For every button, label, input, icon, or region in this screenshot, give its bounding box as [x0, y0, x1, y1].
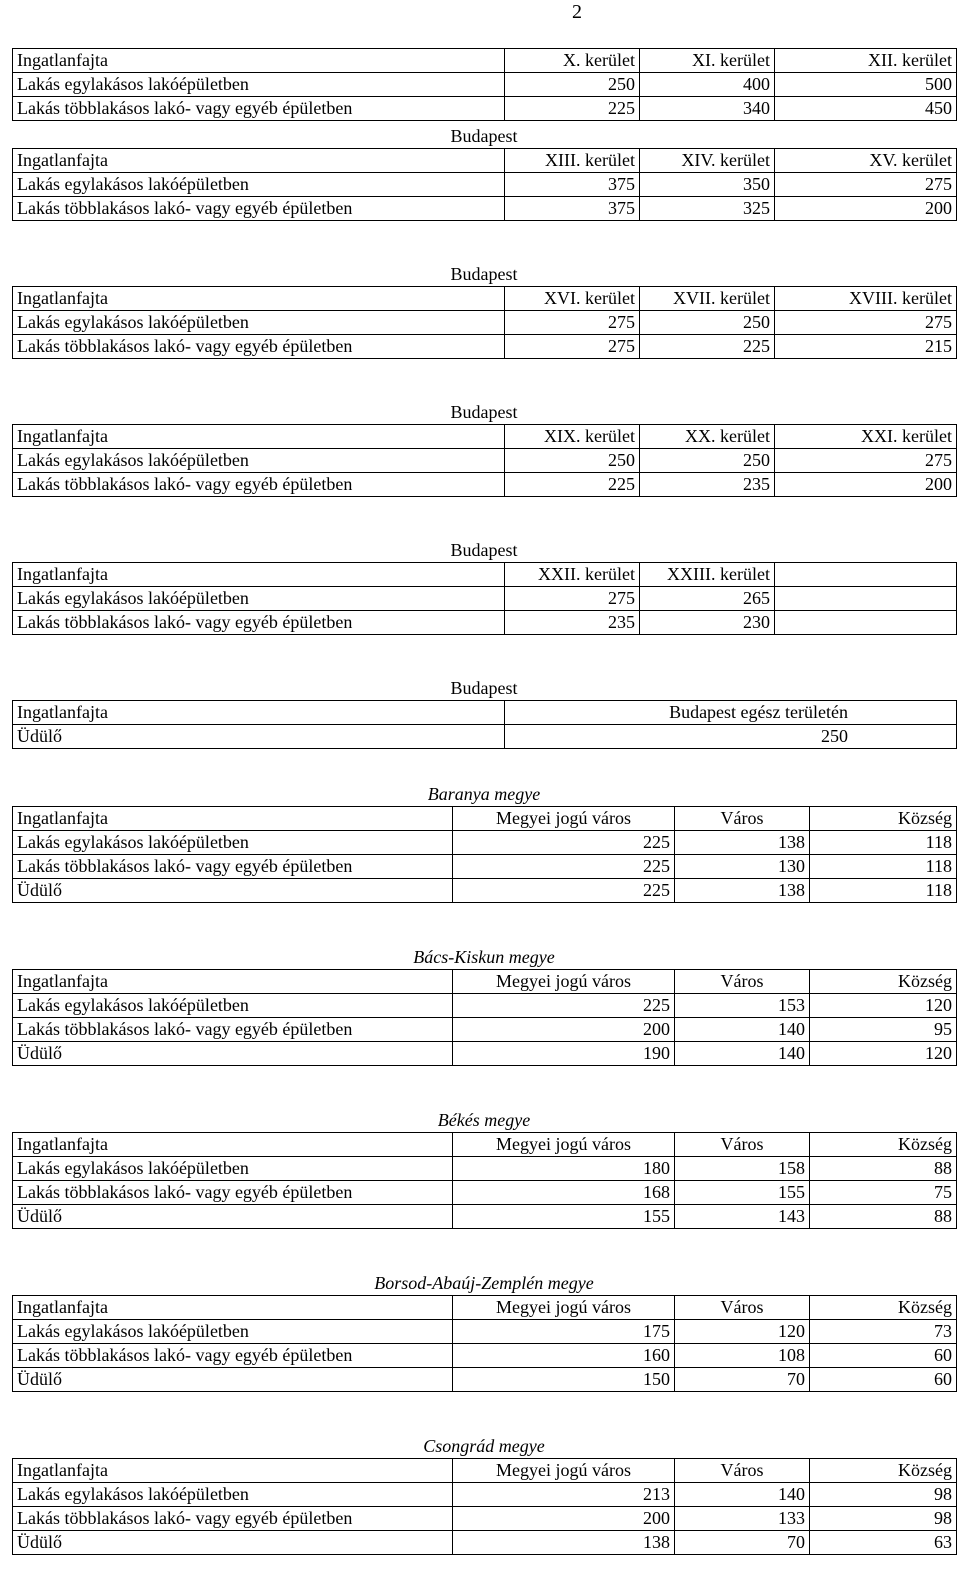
- table-row: [13, 1181, 957, 1205]
- value-cell: 88: [810, 1157, 957, 1181]
- value-cell: 225: [453, 994, 675, 1018]
- page-number: 2: [572, 1, 582, 23]
- value-cell: 275: [505, 587, 640, 611]
- value-cell: 98: [810, 1483, 957, 1507]
- value-cell: 88: [810, 1205, 957, 1229]
- value-cell: 150: [453, 1368, 675, 1392]
- header-cell: Megyei jogú város: [453, 1133, 675, 1157]
- section-caption: Csongrád megye: [423, 1436, 545, 1456]
- table-row: [13, 1157, 957, 1181]
- table-row: [13, 879, 957, 903]
- value-cell: 118: [810, 831, 957, 855]
- value-cell: 250: [505, 449, 640, 473]
- table-row: [13, 473, 957, 497]
- value-cell: 70: [675, 1368, 810, 1392]
- row-label-cell: Lakás egylakásos lakóépületben: [13, 73, 505, 97]
- header-cell: XIX. kerület: [505, 425, 640, 449]
- value-cell: 60: [810, 1368, 957, 1392]
- table-row: [13, 1483, 957, 1507]
- section-1: [12, 124, 956, 221]
- table-row: [13, 173, 957, 197]
- table-row: [13, 725, 957, 749]
- table-row: [13, 311, 957, 335]
- price-table: [12, 562, 957, 635]
- header-cell-property-type: Ingatlanfajta: [13, 287, 505, 311]
- row-label-cell: Lakás többlakásos lakó- vagy egyéb épületben: [13, 855, 453, 879]
- row-label-cell: Lakás többlakásos lakó- vagy egyéb épületben: [13, 197, 505, 221]
- price-table: [12, 286, 957, 359]
- value-cell: 275: [775, 449, 957, 473]
- header-cell-property-type: Ingatlanfajta: [13, 425, 505, 449]
- header-cell-property-type: Ingatlanfajta: [13, 1459, 453, 1483]
- value-cell: 200: [453, 1018, 675, 1042]
- value-cell: 63: [810, 1531, 957, 1555]
- value-cell: 235: [505, 611, 640, 635]
- section-caption: Budapest: [450, 540, 518, 560]
- table-header-row: [13, 49, 957, 73]
- value-cell: 175: [453, 1320, 675, 1344]
- table-row: [13, 611, 957, 635]
- header-cell: XVII. kerület: [640, 287, 775, 311]
- value-cell: 95: [810, 1018, 957, 1042]
- value-cell: 143: [675, 1205, 810, 1229]
- table-row: [13, 994, 957, 1018]
- section-caption: Borsod-Abaúj-Zemplén megye: [374, 1273, 594, 1293]
- section-caption: Békés megye: [437, 1110, 531, 1130]
- header-cell-property-type: Ingatlanfajta: [13, 1133, 453, 1157]
- table-row: [13, 73, 957, 97]
- header-cell-property-type: Ingatlanfajta: [13, 807, 453, 831]
- price-table: [12, 700, 957, 749]
- table-row: [13, 1344, 957, 1368]
- header-cell: [775, 563, 957, 587]
- value-cell: 500: [775, 73, 957, 97]
- value-cell: 450: [775, 97, 957, 121]
- row-label-cell: Lakás egylakásos lakóépületben: [13, 173, 505, 197]
- price-table: [12, 424, 957, 497]
- value-cell: 190: [453, 1042, 675, 1066]
- value-cell: 138: [675, 879, 810, 903]
- price-table: [12, 48, 957, 121]
- value-cell: [775, 587, 957, 611]
- value-cell: 325: [640, 197, 775, 221]
- value-cell: 200: [775, 473, 957, 497]
- header-cell: Megyei jogú város: [453, 970, 675, 994]
- value-cell: 120: [810, 994, 957, 1018]
- value-cell: 153: [675, 994, 810, 1018]
- value-cell: 215: [775, 335, 957, 359]
- row-label-cell: Lakás többlakásos lakó- vagy egyéb épületben: [13, 97, 505, 121]
- table-header-row: [13, 425, 957, 449]
- table-row: [13, 587, 957, 611]
- value-cell: 75: [810, 1181, 957, 1205]
- value-cell: 98: [810, 1507, 957, 1531]
- value-cell: 120: [810, 1042, 957, 1066]
- value-cell: 118: [810, 855, 957, 879]
- table-row: [13, 1018, 957, 1042]
- header-cell-property-type: Ingatlanfajta: [13, 149, 505, 173]
- table-row: [13, 1205, 957, 1229]
- section-caption: Budapest: [450, 126, 518, 146]
- value-cell: 340: [640, 97, 775, 121]
- table-row: [13, 1507, 957, 1531]
- header-cell-property-type: Ingatlanfajta: [13, 1296, 453, 1320]
- value-cell: 375: [505, 173, 640, 197]
- price-table: [12, 148, 957, 221]
- value-cell: 118: [810, 879, 957, 903]
- value-cell: 235: [640, 473, 775, 497]
- section-10: [12, 1434, 956, 1555]
- value-cell: 400: [640, 73, 775, 97]
- row-label-cell: Lakás többlakásos lakó- vagy egyéb épületben: [13, 611, 505, 635]
- section-caption: Budapest: [450, 678, 518, 698]
- header-cell: XVI. kerület: [505, 287, 640, 311]
- header-cell: XIV. kerület: [640, 149, 775, 173]
- table-row: [13, 1320, 957, 1344]
- row-label-cell: Üdülő: [13, 1368, 453, 1392]
- header-cell: Megyei jogú város: [453, 1296, 675, 1320]
- value-cell: 200: [775, 197, 957, 221]
- value-cell: 70: [675, 1531, 810, 1555]
- header-cell: XVIII. kerület: [775, 287, 957, 311]
- header-cell: Budapest egész területén: [505, 701, 957, 725]
- value-cell: 158: [675, 1157, 810, 1181]
- section-caption: [12, 24, 956, 48]
- value-cell: 225: [505, 97, 640, 121]
- row-label-cell: Lakás egylakásos lakóépületben: [13, 1483, 453, 1507]
- value-cell: 138: [675, 831, 810, 855]
- row-label-cell: Lakás többlakásos lakó- vagy egyéb épületben: [13, 1344, 453, 1368]
- value-cell: 155: [453, 1205, 675, 1229]
- table-row: [13, 197, 957, 221]
- table-header-row: [13, 287, 957, 311]
- value-cell: 140: [675, 1018, 810, 1042]
- header-cell: Megyei jogú város: [453, 1459, 675, 1483]
- value-cell: 133: [675, 1507, 810, 1531]
- value-cell: 225: [505, 473, 640, 497]
- row-label-cell: Lakás egylakásos lakóépületben: [13, 587, 505, 611]
- row-label-cell: Lakás többlakásos lakó- vagy egyéb épületben: [13, 1181, 453, 1205]
- table-header-row: [13, 1459, 957, 1483]
- value-cell: [775, 611, 957, 635]
- row-label-cell: Lakás egylakásos lakóépületben: [13, 449, 505, 473]
- header-cell: XV. kerület: [775, 149, 957, 173]
- header-cell: Város: [675, 807, 810, 831]
- value-cell: 60: [810, 1344, 957, 1368]
- table-header-row: [13, 1296, 957, 1320]
- price-table: [12, 1295, 957, 1392]
- value-cell: 225: [453, 855, 675, 879]
- row-label-cell: Lakás egylakásos lakóépületben: [13, 831, 453, 855]
- row-label-cell: Üdülő: [13, 1205, 453, 1229]
- value-cell: 180: [453, 1157, 675, 1181]
- table-header-row: [13, 1133, 957, 1157]
- section-2: [12, 262, 956, 359]
- table-header-row: [13, 149, 957, 173]
- value-cell: 130: [675, 855, 810, 879]
- value-cell: 138: [453, 1531, 675, 1555]
- table-row: [13, 831, 957, 855]
- header-cell: XXI. kerület: [775, 425, 957, 449]
- header-cell-property-type: Ingatlanfajta: [13, 49, 505, 73]
- header-cell: Község: [810, 970, 957, 994]
- header-cell: XXII. kerület: [505, 563, 640, 587]
- table-row: [13, 1531, 957, 1555]
- section-caption: Budapest: [450, 402, 518, 422]
- header-cell-property-type: Ingatlanfajta: [13, 701, 505, 725]
- value-cell: 155: [675, 1181, 810, 1205]
- row-label-cell: Lakás egylakásos lakóépületben: [13, 994, 453, 1018]
- header-cell: Község: [810, 807, 957, 831]
- value-cell: 225: [640, 335, 775, 359]
- header-cell: Község: [810, 1296, 957, 1320]
- value-cell: 265: [640, 587, 775, 611]
- table-header-row: [13, 563, 957, 587]
- value-cell: 375: [505, 197, 640, 221]
- header-cell: XX. kerület: [640, 425, 775, 449]
- row-label-cell: Üdülő: [13, 1042, 453, 1066]
- value-cell: 230: [640, 611, 775, 635]
- section-caption: Bács-Kiskun megye: [413, 947, 555, 967]
- header-cell: XXIII. kerület: [640, 563, 775, 587]
- header-cell: Város: [675, 970, 810, 994]
- header-cell: Megyei jogú város: [453, 807, 675, 831]
- header-cell: XIII. kerület: [505, 149, 640, 173]
- section-8: [12, 1108, 956, 1229]
- section-6: [12, 782, 956, 903]
- table-row: [13, 1368, 957, 1392]
- value-cell: 160: [453, 1344, 675, 1368]
- section-9: [12, 1271, 956, 1392]
- table-row: [13, 449, 957, 473]
- row-label-cell: Lakás többlakásos lakó- vagy egyéb épületben: [13, 1507, 453, 1531]
- header-cell: Község: [810, 1459, 957, 1483]
- value-cell: 213: [453, 1483, 675, 1507]
- table-header-row: [13, 701, 957, 725]
- row-label-cell: Lakás egylakásos lakóépületben: [13, 1157, 453, 1181]
- price-table: [12, 969, 957, 1066]
- row-label-cell: Lakás többlakásos lakó- vagy egyéb épületben: [13, 473, 505, 497]
- section-5: [12, 676, 956, 749]
- value-cell: 250: [505, 725, 957, 749]
- price-table: [12, 806, 957, 903]
- value-cell: 275: [505, 335, 640, 359]
- header-cell: XI. kerület: [640, 49, 775, 73]
- section-3: [12, 400, 956, 497]
- value-cell: 250: [505, 73, 640, 97]
- header-cell: X. kerület: [505, 49, 640, 73]
- row-label-cell: Üdülő: [13, 1531, 453, 1555]
- header-cell: Község: [810, 1133, 957, 1157]
- price-table: [12, 1458, 957, 1555]
- value-cell: 140: [675, 1042, 810, 1066]
- value-cell: 140: [675, 1483, 810, 1507]
- header-cell-property-type: Ingatlanfajta: [13, 970, 453, 994]
- table-header-row: [13, 807, 957, 831]
- price-table: [12, 1132, 957, 1229]
- row-label-cell: Lakás többlakásos lakó- vagy egyéb épületben: [13, 1018, 453, 1042]
- value-cell: 275: [775, 173, 957, 197]
- row-label-cell: Lakás egylakásos lakóépületben: [13, 311, 505, 335]
- value-cell: 108: [675, 1344, 810, 1368]
- value-cell: 250: [640, 311, 775, 335]
- value-cell: 225: [453, 831, 675, 855]
- table-row: [13, 855, 957, 879]
- value-cell: 250: [640, 449, 775, 473]
- value-cell: 73: [810, 1320, 957, 1344]
- table-row: [13, 97, 957, 121]
- header-cell-property-type: Ingatlanfajta: [13, 563, 505, 587]
- value-cell: 275: [775, 311, 957, 335]
- header-cell: XII. kerület: [775, 49, 957, 73]
- header-cell: Város: [675, 1459, 810, 1483]
- row-label-cell: Lakás egylakásos lakóépületben: [13, 1320, 453, 1344]
- value-cell: 200: [453, 1507, 675, 1531]
- value-cell: 350: [640, 173, 775, 197]
- section-caption: Budapest: [450, 264, 518, 284]
- row-label-cell: Lakás többlakásos lakó- vagy egyéb épületben: [13, 335, 505, 359]
- value-cell: 120: [675, 1320, 810, 1344]
- table-row: [13, 335, 957, 359]
- table-header-row: [13, 970, 957, 994]
- section-4: [12, 538, 956, 635]
- row-label-cell: Üdülő: [13, 879, 453, 903]
- section-7: [12, 945, 956, 1066]
- header-cell: Város: [675, 1296, 810, 1320]
- header-cell: Város: [675, 1133, 810, 1157]
- value-cell: 225: [453, 879, 675, 903]
- value-cell: 168: [453, 1181, 675, 1205]
- section-caption: Baranya megye: [427, 784, 541, 804]
- value-cell: 275: [505, 311, 640, 335]
- section-0: [12, 24, 956, 121]
- table-row: [13, 1042, 957, 1066]
- row-label-cell: Üdülő: [13, 725, 505, 749]
